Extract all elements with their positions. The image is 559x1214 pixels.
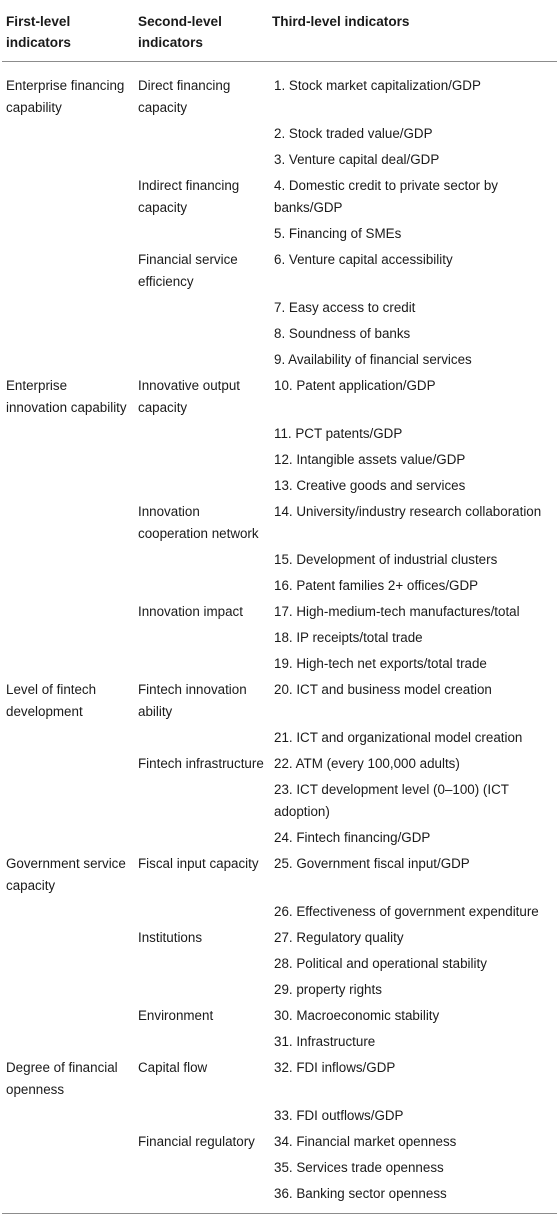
table-row [2,1003,557,1029]
first-level-cell [2,1181,134,1214]
third-level-cell: 21. ICT and organizational model creation [274,730,523,745]
third-level-cell: 4. Domestic credit to private sector by banks/GDP [274,178,499,215]
table-row [2,925,557,951]
first-level-cell [2,499,134,547]
first-level-cell [2,1155,134,1181]
table-row [2,825,557,851]
second-level-cell [134,121,268,147]
table-row [2,1103,557,1129]
third-level-cell: 2. Stock traded value/GDP [274,126,433,141]
second-level-cell [134,447,268,473]
first-level-cell [2,447,134,473]
header-row [2,4,557,62]
third-level-cell: 26. Effectiveness of government expenditure [274,904,539,919]
second-level-cell: Capital flow [138,1060,208,1075]
second-level-cell [134,147,268,173]
second-level-cell [134,321,268,347]
first-level-cell [2,899,134,925]
table-row [2,62,557,122]
first-level-cell [2,777,134,825]
third-level-cell: 15. Development of industrial clusters [274,552,498,567]
table-row [2,851,557,899]
third-level-cell: 36. Banking sector openness [268,1181,557,1214]
table-row [2,625,557,651]
third-level-cell: 6. Venture capital accessibility [274,252,453,267]
table-body [2,62,557,1214]
second-level-cell [134,221,268,247]
table-row [2,547,557,573]
first-level-cell [2,473,134,499]
table-row [2,321,557,347]
table-row [2,1129,557,1155]
first-level-cell [2,825,134,851]
third-level-cell: 14. University/industry research collaboration [274,504,542,519]
second-level-cell: Fintech infrastructure [138,756,264,771]
first-level-cell [2,221,134,247]
first-level-cell [2,1003,134,1029]
table-row [2,147,557,173]
indicator-table [2,3,557,1214]
first-level-cell [2,321,134,347]
first-level-cell [2,751,134,777]
second-level-cell: Institutions [138,930,203,945]
table-row [2,1029,557,1055]
third-level-cell: 24. Fintech financing/GDP [274,830,431,845]
table-row [2,347,557,373]
third-level-cell: 33. FDI outflows/GDP [274,1108,404,1123]
table-row [2,777,557,825]
third-level-cell: 17. High-medium-tech manufactures/total [274,604,520,619]
second-level-cell [134,951,268,977]
table-row [2,173,557,221]
third-level-cell: 13. Creative goods and services [274,478,466,493]
second-level-cell [134,1155,268,1181]
third-level-cell: 18. IP receipts/total trade [274,630,423,645]
third-level-cell: 22. ATM (every 100,000 adults) [274,756,460,771]
third-level-cell: 8. Soundness of banks [274,326,411,341]
first-level-cell [2,173,134,221]
second-level-cell: Innovative output capacity [138,378,240,415]
third-level-cell: 25. Government fiscal input/GDP [274,856,470,871]
second-level-cell [134,651,268,677]
second-level-cell [134,899,268,925]
third-level-cell: 28. Political and operational stability [274,956,487,971]
second-level-cell [134,547,268,573]
third-level-cell: 12. Intangible assets value/GDP [274,452,466,467]
second-level-cell: Environment [138,1008,214,1023]
table-row [2,951,557,977]
first-level-cell [2,951,134,977]
table-row [2,677,557,725]
third-level-cell: 11. PCT patents/GDP [274,426,403,441]
second-level-cell [134,777,268,825]
second-level-cell [134,1103,268,1129]
table-row [2,899,557,925]
table-row [2,725,557,751]
third-level-cell: 32. FDI inflows/GDP [274,1060,396,1075]
second-level-cell [134,1029,268,1055]
second-level-cell: Fintech innovation ability [138,682,247,719]
first-level-cell [2,599,134,625]
second-level-cell [134,825,268,851]
first-level-cell [2,925,134,951]
first-level-cell [2,247,134,295]
third-level-cell: 23. ICT development level (0–100) (ICT adoption) [274,782,509,819]
second-level-cell [134,573,268,599]
third-level-cell: 9. Availability of financial services [274,352,472,367]
third-level-cell: 7. Easy access to credit [274,300,416,315]
table-row [2,373,557,421]
table-row [2,977,557,1003]
second-level-cell [134,347,268,373]
table-row [2,651,557,677]
third-level-cell: 10. Patent application/GDP [274,378,436,393]
third-level-cell: 27. Regulatory quality [274,930,404,945]
first-level-cell [2,573,134,599]
second-level-cell: Direct financing capacity [138,78,231,115]
table-row [2,421,557,447]
table-row [2,1181,557,1214]
table-row [2,573,557,599]
first-level-cell [2,147,134,173]
header-third-level: Third-level indicators [268,4,557,62]
second-level-cell [134,421,268,447]
first-level-cell [2,347,134,373]
second-level-cell: Indirect financing capacity [138,178,240,215]
third-level-cell: 5. Financing of SMEs [274,226,402,241]
second-level-cell: Financial service efficiency [138,252,238,289]
table-row [2,447,557,473]
third-level-cell: 34. Financial market openness [274,1134,457,1149]
first-level-cell: Enterprise innovation capability [6,378,127,415]
second-level-cell: Financial regulatory [138,1134,255,1149]
first-level-cell: Degree of financial openness [6,1060,118,1097]
second-level-cell [134,725,268,751]
table-row [2,295,557,321]
third-level-cell: 29. property rights [274,982,382,997]
table-header [2,4,557,62]
first-level-cell [2,1103,134,1129]
table-row [2,751,557,777]
first-level-cell [2,977,134,1003]
table-row [2,1155,557,1181]
first-level-cell [2,1029,134,1055]
table-row [2,499,557,547]
third-level-cell: 31. Infrastructure [274,1034,376,1049]
third-level-cell: 19. High-tech net exports/total trade [274,656,487,671]
first-level-cell [2,1129,134,1155]
header-second-level: Second-level indicators [134,4,268,62]
first-level-cell [2,421,134,447]
first-level-cell [2,625,134,651]
second-level-cell: Innovation cooperation network [138,504,259,541]
second-level-cell [134,295,268,321]
second-level-cell: Fiscal input capacity [138,856,259,871]
second-level-cell [134,977,268,1003]
second-level-cell: Innovation impact [138,604,243,619]
table-row [2,1055,557,1103]
table-row [2,121,557,147]
first-level-cell [2,121,134,147]
second-level-cell [134,473,268,499]
first-level-cell [2,547,134,573]
first-level-cell: Level of fintech development [6,682,97,719]
first-level-cell: Government service capacity [6,856,126,893]
header-first-level: First-level indicators [2,4,134,62]
first-level-cell [2,651,134,677]
table-row [2,473,557,499]
third-level-cell: 1. Stock market capitalization/GDP [274,78,481,93]
third-level-cell: 35. Services trade openness [274,1160,444,1175]
third-level-cell: 20. ICT and business model creation [274,682,492,697]
third-level-cell: 16. Patent families 2+ offices/GDP [274,578,479,593]
second-level-cell [134,1181,268,1214]
first-level-cell: Enterprise financing capability [6,78,125,115]
first-level-cell [2,725,134,751]
second-level-cell [134,625,268,651]
third-level-cell: 30. Macroeconomic stability [274,1008,440,1023]
table-row [2,221,557,247]
table-row [2,247,557,295]
third-level-cell: 3. Venture capital deal/GDP [274,152,440,167]
table-row [2,599,557,625]
first-level-cell [2,295,134,321]
